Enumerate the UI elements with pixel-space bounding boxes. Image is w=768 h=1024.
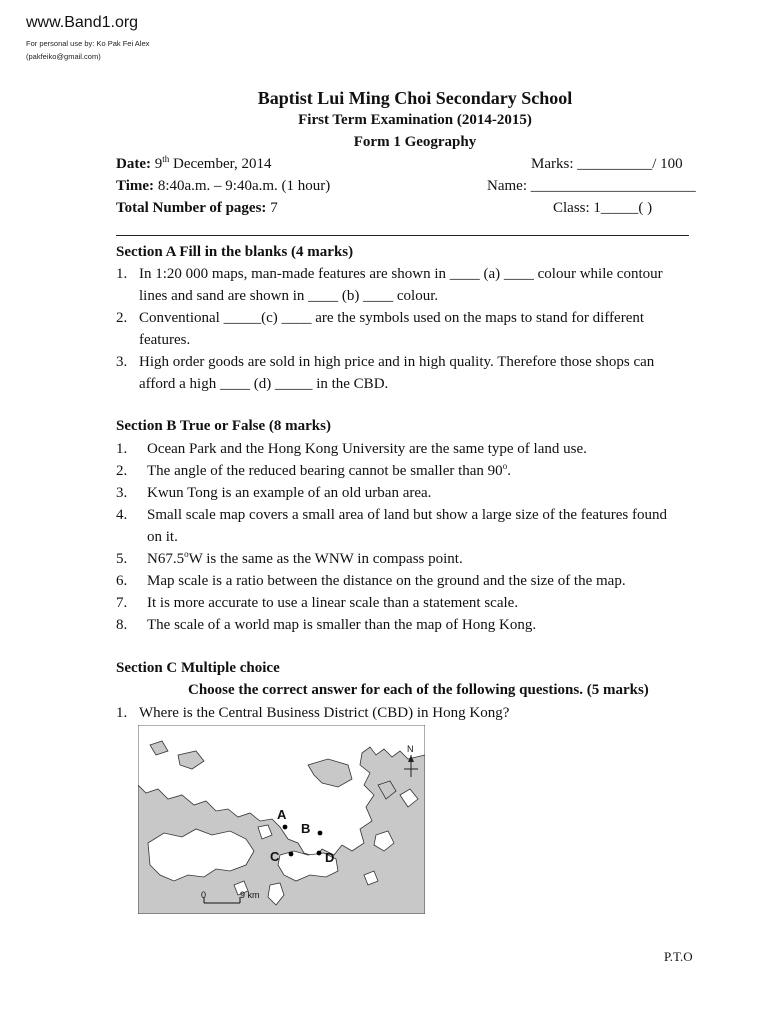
item-number: 3. [116, 354, 128, 370]
section-b-item [116, 548, 696, 570]
watermark-site: www.Band1.org [26, 14, 139, 31]
section-c-instruction: Choose the correct answer for each of the following questions. (5 marks) [188, 682, 649, 698]
point-c-label: C [270, 849, 280, 864]
point-a-label: A [277, 807, 287, 822]
item-tail: . [507, 463, 511, 479]
time-value: 8:40a.m. – 9:40a.m. (1 hour) [157, 178, 331, 194]
section-a-title: Section A Fill in the blanks (4 marks) [116, 244, 354, 260]
exam-title: First Term Examination (2014-2015) [298, 112, 532, 128]
section-b-item [116, 614, 696, 636]
pages-row [116, 200, 278, 217]
watermark-user: For personal use by: Ko Pak Fei Alex [26, 39, 150, 48]
degree-sup: o [502, 461, 508, 471]
point-d-marker [317, 851, 322, 856]
marks-field: Marks: __________/ 100 [531, 156, 683, 172]
item-number: 1. [116, 441, 128, 457]
section-c-title: Section C Multiple choice [116, 660, 280, 676]
section-b-item [116, 504, 696, 548]
item-text: The angle of the reduced bearing cannot be smaller than 90 [147, 463, 503, 479]
item-text-cont: lines and sand are shown in ____ (b) ____ colour. [139, 288, 439, 304]
subject-title: Form 1 Geography [353, 134, 477, 150]
item-text: Ocean Park and the Hong Kong University are the same type of land use. [147, 441, 587, 457]
item-number: 3. [116, 485, 128, 501]
scale-start-label: 0 [201, 890, 207, 900]
item-text-cont: afford a high ____ (d) _____ in the CBD. [139, 376, 389, 392]
point-b-marker [318, 831, 323, 836]
item-number: 7. [116, 595, 128, 611]
item-text: N67.5 [147, 551, 185, 567]
item-text: Where is the Central Business District (CBD) in Hong Kong? [139, 705, 510, 721]
item-text: The scale of a world map is smaller than the map of Hong Kong. [147, 617, 537, 633]
item-number: 6. [116, 573, 128, 589]
watermark [26, 14, 149, 63]
north-label: N [407, 744, 414, 754]
point-d-label: D [325, 850, 335, 865]
time-row [116, 178, 330, 195]
date-sup: th [162, 154, 170, 164]
class-field: Class: 1_____( ) [553, 200, 653, 216]
point-a-marker [283, 825, 288, 830]
section-b-title: Section B True or False (8 marks) [116, 418, 331, 434]
item-number: 8. [116, 617, 128, 633]
hong-kong-map [138, 725, 425, 914]
point-b-label: B [301, 821, 311, 836]
degree-sup: o [184, 549, 189, 559]
section-a-item [116, 307, 696, 351]
item-number: 2. [116, 310, 128, 326]
item-text: Small scale map covers a small area of land but show a large size of the features found [147, 507, 667, 523]
page-turn-over: P.T.O [664, 949, 693, 964]
date-row [116, 156, 272, 173]
section-c-question [116, 702, 696, 724]
scale-end-label: 9 km [240, 890, 260, 900]
section-b-item [116, 438, 696, 460]
pages-label: Total Number of pages: [116, 200, 267, 216]
item-number: 5. [116, 551, 128, 567]
section-a-item [116, 263, 696, 307]
item-text: In 1:20 000 maps, man-made features are shown in ____ (a) ____ colour while contour [139, 266, 663, 282]
item-text: It is more accurate to use a linear scale than a statement scale. [147, 595, 519, 611]
section-b-item [116, 570, 696, 592]
item-number: 1. [116, 705, 128, 721]
date-rest: December, 2014 [173, 156, 272, 172]
item-number: 1. [116, 266, 128, 282]
item-number: 4. [116, 507, 128, 523]
section-b-item [116, 592, 696, 614]
name-field: Name: ______________________ [487, 178, 696, 194]
header-divider [116, 235, 689, 236]
school-name: Baptist Lui Ming Choi Secondary School [257, 88, 573, 108]
section-a-item [116, 351, 696, 395]
pages-value: 7 [270, 200, 278, 216]
date-day: 9 [154, 156, 163, 172]
section-b-item [116, 482, 696, 504]
section-b-item [116, 460, 696, 482]
time-label: Time: [116, 178, 155, 194]
item-text-cont: on it. [147, 529, 178, 545]
item-text: High order goods are sold in high price and in high quality. Therefore those shops can [139, 354, 655, 370]
item-text: Map scale is a ratio between the distance on the ground and the size of the map. [147, 573, 626, 589]
watermark-email: (pakfeiko@gmail.com) [26, 52, 101, 61]
point-c-marker [289, 852, 294, 857]
item-text-cont: features. [139, 332, 191, 348]
item-text: Kwun Tong is an example of an old urban area. [147, 485, 432, 501]
item-number: 2. [116, 463, 128, 479]
item-tail: W is the same as the WNW in compass point. [188, 551, 463, 567]
item-text: Conventional _____(c) ____ are the symbols used on the maps to stand for different [139, 310, 645, 326]
date-label: Date: [116, 156, 151, 172]
